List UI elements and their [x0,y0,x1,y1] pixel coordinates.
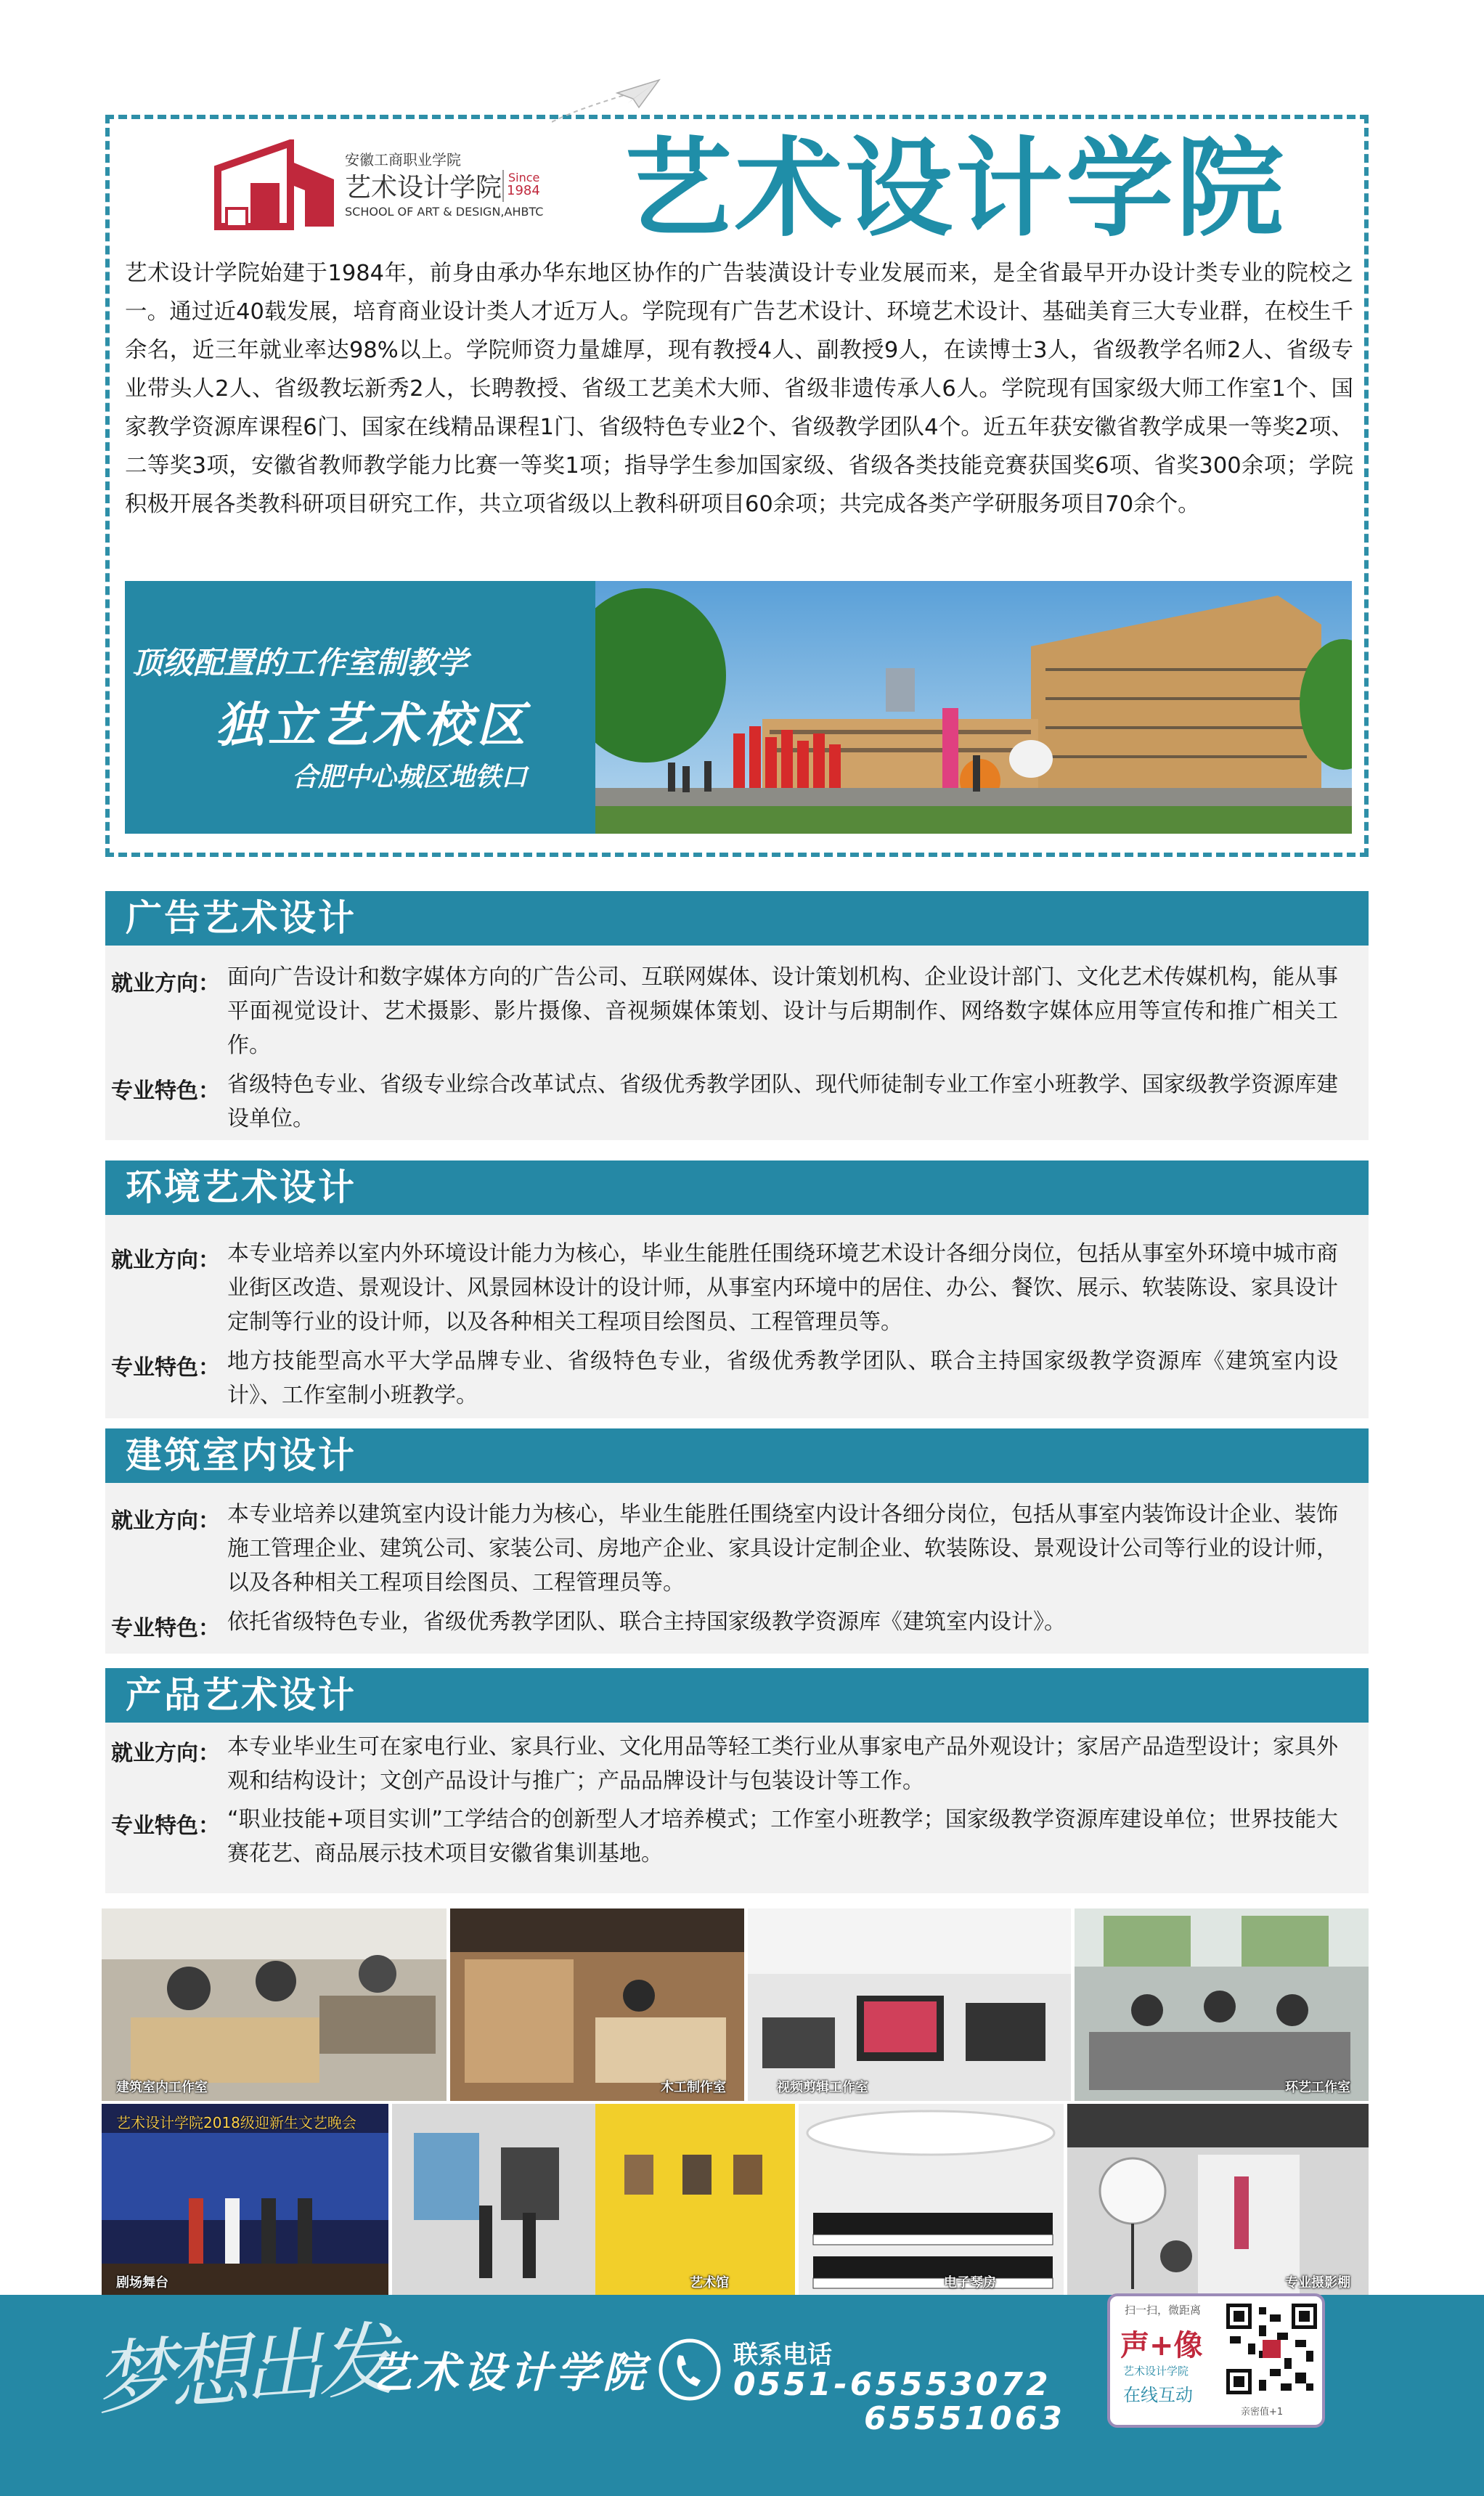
campus-banner [125,581,595,834]
qr-title: 声+像 [1120,2329,1203,2362]
feature-label: 专业特色： [111,1616,220,1641]
footer-slogan: 梦想出发 [91,2312,394,2427]
employment-label: 就业方向： [111,1741,220,1766]
college-logo [211,138,566,240]
photo-video-studio [748,1908,1071,2101]
employment-text: 本专业毕业生可在家电行业、家具行业、文化用品等轻工类行业从事家电产品外观设计；家居产品造型设计；家具外观和结构设计；文创产品设计与推广；产品品牌设计与包装设计等工作。 [227,1734,1338,1794]
phone-number-1[interactable]: 0551-65553072 [733,2366,1051,2403]
photo-piano-room [799,2104,1064,2296]
feature-text: 依托省级特色专业，省级优秀教学团队、联合主持国家级教学资源库《建筑室内设计》。 [227,1609,1066,1635]
section-title-product: 产品艺术设计 [105,1668,1369,1723]
logo-school-name: 安徽工商职业学院 [345,151,461,168]
banner-line-2: 独立艺术校区 [216,697,529,753]
qr-subtitle: 艺术设计学院 [1123,2365,1189,2378]
qr-card [1107,2293,1325,2428]
employment-text: 面向广告设计和数字媒体方向的广告公司、互联网媒体、设计策划机构、企业设计部门、文化艺术传媒机构，能从事平面视觉设计、艺术摄影、影片摄像、音视频媒体策划、设计与后期制作、网络数字媒体应用等宣传和推广相关工作。 [227,964,1338,1058]
feature-text: “职业技能+项目实训”工学结合的创新型人才培养模式；工作室小班教学；国家级教学资源库建设单位；世界技能大赛花艺、商品展示技术项目安徽省集训基地。 [227,1807,1338,1866]
phone-icon [657,2337,722,2402]
feature-text: 地方技能型高水平大学品牌专业、省级特色专业，省级优秀教学团队、联合主持国家级教学资源库《建筑室内设计》、工作室制小班教学。 [227,1349,1338,1408]
qr-bottom-text: 亲密值+1 [1241,2407,1284,2418]
photo-caption: 艺术馆 [690,2275,729,2290]
photo-woodwork-studio [450,1908,744,2101]
banner-line-3: 合肥中心城区地铁口 [292,763,528,792]
section-body-advertising [105,946,1369,1140]
feature-label: 专业特色： [111,1078,220,1104]
photo-caption: 建筑室内工作室 [116,2080,208,2095]
feature-text: 省级特色专业、省级专业综合改革试点、省级优秀教学团队、现代师徒制专业工作室小班教学、国家级教学资源库建设单位。 [227,1072,1338,1131]
qr-top-text: 扫一扫，微距离 [1125,2304,1202,2317]
section-body-product [105,1723,1369,1893]
section-body-interior [105,1483,1369,1654]
photo-caption: 视频剪辑工作室 [777,2080,868,2095]
photo-caption: 专业摄影棚 [1285,2275,1350,2290]
employment-label: 就业方向： [111,1508,220,1534]
photo-environment-studio [1075,1908,1369,2101]
employment-text: 本专业培养以室内外环境设计能力为核心，毕业生能胜任围绕环境艺术设计各细分岗位，包括从事室外环境中城市商业街区改造、景观设计、风景园林设计的设计师，从事室内环境中的居住、办公、餐饮、展示、软装陈设、家具设计定制等行业的设计师，以及各种相关工程项目绘图员、工程管理员等。 [227,1241,1338,1335]
logo-divider [502,170,504,202]
photo-caption: 剧场舞台 [116,2275,168,2290]
section-title-interior: 建筑室内设计 [105,1428,1369,1483]
stage-banner-text: 艺术设计学院2018级迎新生文艺晚会 [116,2114,356,2131]
photo-architecture-studio [102,1908,447,2101]
photo-art-gallery [392,2104,795,2296]
photo-theater-stage [102,2104,388,2296]
paper-plane-icon [552,78,661,129]
section-title-advertising: 广告艺术设计 [105,891,1369,946]
college-intro: 艺术设计学院始建于1984年，前身由承办华东地区协作的广告装潢设计专业发展而来，是全省最早开办设计类专业的院校之一。通过近40载发展，培育商业设计类人才近万人。学院现有广告艺术设计、环境艺术设计、基础美育三大专业群，在校生千余名，近三年就业率达98%以上。学院师资力量雄厚，现有教授4人、副教授9人，在读博士3人，省级教学名师2人、省级专业带头人2人、省级教坛新秀2人，长聘教授、省级工艺美术大师、省级非遗传承人6人。学院现有国家级大师工作室1个、国家教学资源库课程6门、国家在线精品课程1门、省级特色专业2个、省级教学团队4个。近五年获安徽省教学成果一等奖2项、二等奖3项，安徽省教师教学能力比赛一等奖1项；指导学生参加国家级、省级各类技能竞赛获国奖6项、省奖300余项；学院积极开展各类教科研项目研究工作，共立项省级以上教科研项目60余项；共完成各类产学研服务项目70余个。 [125,261,1353,517]
logo-english-name: SCHOOL OF ART & DESIGN,AHBTC [345,205,544,219]
logo-college-name: 艺术设计学院 [345,173,502,203]
logo-since-year: 1984 [507,183,540,198]
feature-label: 专业特色： [111,1355,220,1381]
employment-label: 就业方向： [111,1248,220,1273]
employment-text: 本专业培养以建筑室内设计能力为核心，毕业生能胜任围绕室内设计各细分岗位，包括从事室内装饰设计企业、装饰施工管理企业、建筑公司、家装公司、房地产企业、家具设计定制企业、软装陈设、景观设计公司等行业的设计师，以及各种相关工程项目绘图员、工程管理员等。 [227,1502,1338,1595]
logo-since-label: Since [508,171,540,184]
section-body-environment [105,1215,1369,1418]
photo-photography-studio [1067,2104,1369,2296]
photo-caption: 环艺工作室 [1285,2080,1350,2095]
page-title: 艺术设计学院 [624,126,1287,251]
campus-photo [595,581,1352,834]
banner-line-1: 顶级配置的工作室制教学 [132,645,468,680]
photo-caption: 电子琴房 [944,2275,996,2290]
phone-number-2[interactable]: 65551063 [864,2400,1065,2437]
qr-code-icon[interactable] [1226,2304,1317,2394]
section-title-environment: 环境艺术设计 [105,1160,1369,1215]
qr-online-text: 在线互动 [1123,2385,1193,2405]
footer-college-name: 艺术设计学院 [370,2348,650,2397]
photo-caption: 木工制作室 [661,2080,726,2095]
phone-label: 联系电话 [733,2341,832,2370]
feature-label: 专业特色： [111,1813,220,1839]
logo-mark-icon [211,139,341,234]
employment-label: 就业方向： [111,971,220,996]
